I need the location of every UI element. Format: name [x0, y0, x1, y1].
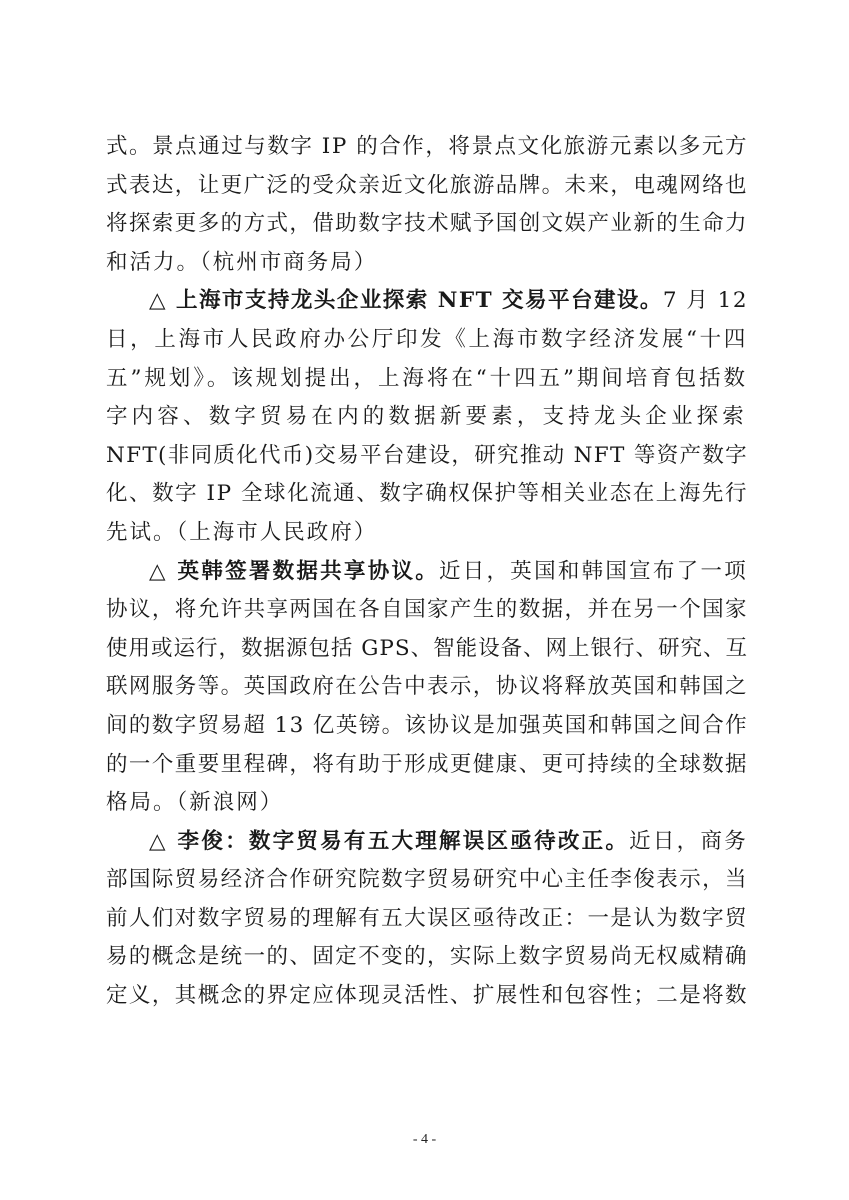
- paragraph-line: 日，上海市人民政府办公厅印发《上海市数字经济发展“十四: [106, 326, 748, 352]
- paragraph-line: 联网服务等。英国政府在公告中表示，协议将释放英国和韩国之: [106, 674, 748, 700]
- paragraph-line: 五”规划》。该规划提出，上海将在“十四五”期间培育包括数: [106, 365, 748, 391]
- paragraph-line: 字内容、数字贸易在内的数据新要素，支持龙头企业探索: [106, 404, 748, 430]
- paragraph-line: 前人们对数字贸易的理解有五大误区亟待改正：一是认为数字贸: [106, 905, 748, 931]
- document-body: [106, 128, 748, 1016]
- paragraph-line: 先试。（上海市人民政府）: [106, 519, 378, 545]
- paragraph-line: 将探索更多的方式，借助数字技术赋予国创文娱产业新的生命力: [106, 211, 748, 237]
- paragraph-line: 式表达，让更广泛的受众亲近文化旅游品牌。未来，电魂网络也: [106, 172, 748, 198]
- news-item-title: △ 英韩签署数据共享协议。: [149, 558, 439, 584]
- paragraph-line: 定义，其概念的界定应体现灵活性、扩展性和包容性；二是将数: [106, 983, 748, 1009]
- news-item-heading-line: △ 李俊：数字贸易有五大理解误区亟待改正。 近日，商务: [106, 823, 748, 862]
- paragraph-line: 格局。（新浪网）: [106, 790, 284, 816]
- paragraph-line: 部国际贸易经济合作研究院数字贸易研究中心主任李俊表示，当: [106, 867, 748, 893]
- paragraph-line: 化、数字 IP 全球化流通、数字确权保护等相关业态在上海先行: [106, 481, 748, 507]
- paragraph-line: NFT(非同质化代币)交易平台建设，研究推动 NFT 等资产数字: [106, 442, 748, 468]
- paragraph-line: 协议，将允许共享两国在各自国家产生的数据，并在另一个国家: [106, 597, 748, 623]
- paragraph-line: 和活力。（杭州市商务局）: [106, 249, 378, 275]
- news-item-title: △ 李俊：数字贸易有五大理解误区亟待改正。: [149, 828, 630, 854]
- page-number: - 4 -: [412, 1132, 437, 1147]
- news-item-heading-line: △ 英韩签署数据共享协议。 近日，英国和韩国宣布了一项: [106, 553, 748, 592]
- paragraph-line: 间的数字贸易超 13 亿英镑。该协议是加强英国和韩国之间合作: [106, 712, 748, 738]
- paragraph-line: 易的概念是统一的、固定不变的，实际上数字贸易尚无权威精确: [106, 944, 748, 970]
- news-item-title: △ 上海市支持龙头企业探索 NFT 交易平台建设。: [149, 288, 663, 314]
- paragraph-line: 使用或运行，数据源包括 GPS、智能设备、网上银行、研究、互: [106, 635, 748, 661]
- news-item-heading-line: △ 上海市支持龙头企业探索 NFT 交易平台建设。 7 月 12: [106, 282, 748, 321]
- paragraph-line: 式。景点通过与数字 IP 的合作，将景点文化旅游元素以多元方: [106, 134, 748, 159]
- paragraph-line: 的一个重要里程碑，将有助于形成更健康、更可持续的全球数据: [106, 751, 748, 777]
